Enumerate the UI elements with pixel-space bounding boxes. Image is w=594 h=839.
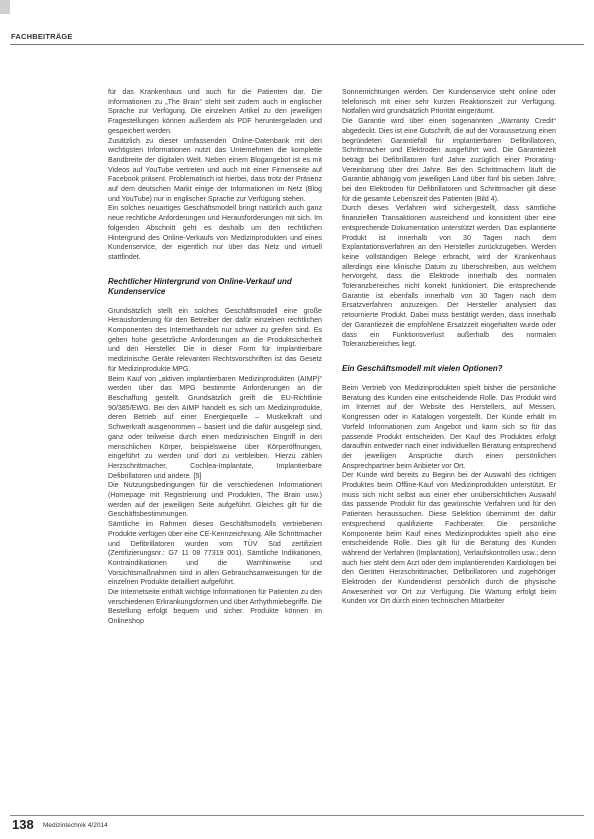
left-paragraph: Zusätzlich zu dieser umfassenden Online-Datenbank mit den wichtigsten Informationen nutzt das Unternehmen die komplette Bandbreite der digitalen Welt. Neben einem Blogangebot ist es mit Videos auf YouTube vertreten und auch mit einer Firmenseite auf Facebook präsent. Problematisch ist hierbei, dass trotz der Präsenz auf dem deutschen Markt einige der Informationen im Netz (Blog und YouTube) nur in englischer Sprache zur Verfügung stehen. [108,136,322,203]
left-paragraph: Sämtliche im Rahmen dieses Geschäftsmodells vertriebenen Produkte verfügen über eine CE-Kennzeichnung. Alle Schrittmacher und Defibrillatoren wurden vom TÜV Süd zertifiziert (Zertifizierungsnr.: G7 11 08 77319 001). Sämtliche Indikationen, Kontraindikationen und die Warnhinweise und Vorsichtsmaßnahmen sind in allen Gebrauchsanweisungen für die einzelnen Produkte detailliert aufgeführt. [108,520,322,587]
left-paragraph: Grundsätzlich stellt ein solches Geschäftsmodell eine große Herausforderung für den Betreiber der dafür einzelnen rechtlichen Komponenten des Internethandels nur schwer zu greifen sind. Es gelten hohe gesetzliche Anforderungen an die Produktsicherheit und den Hersteller. Die in dieser Form für implantierbare medizinische Geräte relevanten Rechtsvorschriften ist das Gesetz für Medizinprodukte MPG. [108,306,322,373]
subheading-business-model: Ein Geschäftsmodell mit vielen Optionen? [342,363,503,373]
left-paragraph: Die Nutzungsbedingungen für die verschiedenen Informationen (Homepage mit Registrierung und Produkten, The Brain usw.) werden auf der jeweiligen Seite aufgeführt. Gleiches gilt für die Geschäftsbestimmungen. [108,481,322,519]
left-column [108,88,322,627]
right-paragraph: Die Garantie wird über einen sogenannten „Warranty Credit“ abgedeckt. Dies ist eine Gutschrift, die auf der Voraussetzung einen begründeten Garantiefall für implantierbaren Defibrillatoren, Schrittmacher und Elektroden ausgeführt wird. Die Garantiezeit beträgt bei Defibrillatoren fünf Jahre zuzüglich einer Prorating-Vereinbarung über drei Jahre. Bei den Schrittmachern läuft die Garantie abhängig vom jeweiligen Land über fünf bis sieben Jahre; bei den Elektroden für Defibrillatoren und Schrittmacher gilt diese für die gesamte Lebenszeit des Patienten (Bild 4). [342,117,556,203]
section-label: FACHBEITRÄGE [11,32,73,41]
left-paragraph: Ein solches neuartiges Geschäftsmodell bringt natürlich auch ganz neue rechtliche Anforderungen und Herausforderungen mit sich. Im folgenden Abschnitt geht es deshalb um den rechtlichen Hintergrund des Online-Verkaufs von Medizinprodukten und eines Kundenservice, der eigentlich nur über das Netz und virtuell stattfindet. [108,204,322,261]
right-paragraph: Beim Vertrieb von Medizinprodukten spielt bisher die persönliche Beratung des Kunden eine entscheidende Rolle. Das Produkt wird im Internet auf der Website des Herstellers, auf Messen, Kongressen oder in Katalogen vorgestellt. Der Kunde erhält im Vorfeld Informationen zum Angebot und kann sich so für das passende Produkt entscheiden. Der Kauf des Produktes erfolgt daraufhin entweder nach einer individuellen Beratung entsprechend der jeweiligen Ansprüche durch einen persönlichen Ansprechpartner beim Anbieter vor Ort. [342,383,556,470]
left-paragraph: Beim Kauf von „aktiven implantierbaren Medizinprodukten (AIMP)“ werden über das MPG bestimmte Anforderungen an die Beschaffung gestellt. Grundsätzlich greift die EU-Richtlinie 90/385/EWG. Bei den AIMP handelt es sich um Medizinprodukte, deren Betrieb auf einer Energiequelle – Muskelkraft und Schwerkraft ausgenommen – basiert und die dafür ausgelegt sind, ganz oder teilweise durch einen medizinischen Eingriff in den menschlichen Körper, beispielsweise über Körperöffnungen, eingeführt zu werden und dort zu verbleiben. Hierzu zählen Herzschrittmacher, Cochlea-Implantate, Implantierbare Defibrillatoren und andere. [5] [108,374,322,480]
subheading-legal-background: Rechtlicher Hintergrund von Online-Verkauf und Kundenservice [108,276,292,296]
right-paragraph: Sonnenrichtungen werden. Der Kundenservice steht online oder telefonisch mit einer sehr kurzen Reaktionszeit zur Verfügung. Notfallen wird grundsätzlich Priorität eingeräumt. [342,88,556,116]
header-rule [10,44,584,45]
right-paragraph: Durch dieses Verfahren wird sichergestellt, dass sämtliche finanziellen Transaktionen ausreichend und konsistent über eine entsprechende Dokumentation unterstützt werden. Das explantierte Produkt ist innerhalb von 30 Tagen nach dem Explantationsverfahren an den Hersteller zurückzugeben. Werden keine vollständigen Belege erbracht, wird der Krankenhaus allerdings eine klinische Datum zu überschreiben, aus welchem hervorgeht, dass die Elektrode innerhalb des normalen Toleranzbereiches nicht korrekt funktioniert. Die entsprechende Garantie ist ebenfalls innerhalb von 30 Tagen nach dem Ersatzverfahren anzuzeigen. Der Hersteller analysiert das retournierte Produkt. Dabei muss bestätigt werden, dass innerhalb der Garantiezeit die empfohlene Ersatzzeit eingehalten wurde oder dass ein Funktionsverlust außerhalb des normalen Toleranzbereiches liegt. [342,204,556,349]
left-paragraph: Die Internetseite enthält wichtige Informationen für Patienten zu den verschiedenen Erkrankungsformen und über Arrhythmiebegriffe. Die Bestellung erfolgt bequem und sicher. Produkte können im Onlineshop [108,588,322,626]
footer-rule [10,815,584,816]
right-column [342,88,556,607]
left-paragraph: für das Krankenhaus und auch für die Patienten dar. Die Informationen zu „The Brain“ steht seit zudem auch in englischer Sprache zur Verfügung. Die einzelnen Artikel zu den jeweiligen Fragestellungen können außerdem als PDF heruntergeladen und gespeichert werden. [108,88,322,135]
journal-name: Medizintechnik 4/2014 [43,822,108,829]
page-corner-mark [0,0,10,14]
page-number: 138 [12,817,34,832]
right-paragraph: Der Kunde wird bereits zu Beginn bei der Auswahl des richtigen Produktes beim Offline-Kauf von Medizinprodukten unterstützt. Er muss sich nicht selbst aus einer eher unübersichtlichen Auswahl das passende Produkt für das gewünschte Verfahren und für den Patienten heraussuchen. Diese Selektion übernimmt der dafür entsprechend qualifizierte Fachberater. Die persönliche Komponente beim Kauf eines Medizinproduktes spielt also eine entscheidende Rolle. Dies gilt für die Beratung des Kunden während der Verfahren (Implantation), Verlaufskontrollen usw.; denn auch hier steht dem Arzt oder dem implantierenden Kardiologen bei den Geräten Herzschrittmacher, Defibrillatoren und zugehöriger Elektroden der Kundendienst persönlich durch die physische Anwesenheit vor Ort zur Verfügung. Die Wartung erfolgt beim Kunden vor Ort durch einen technischen Mitarbeiter [342,471,556,606]
